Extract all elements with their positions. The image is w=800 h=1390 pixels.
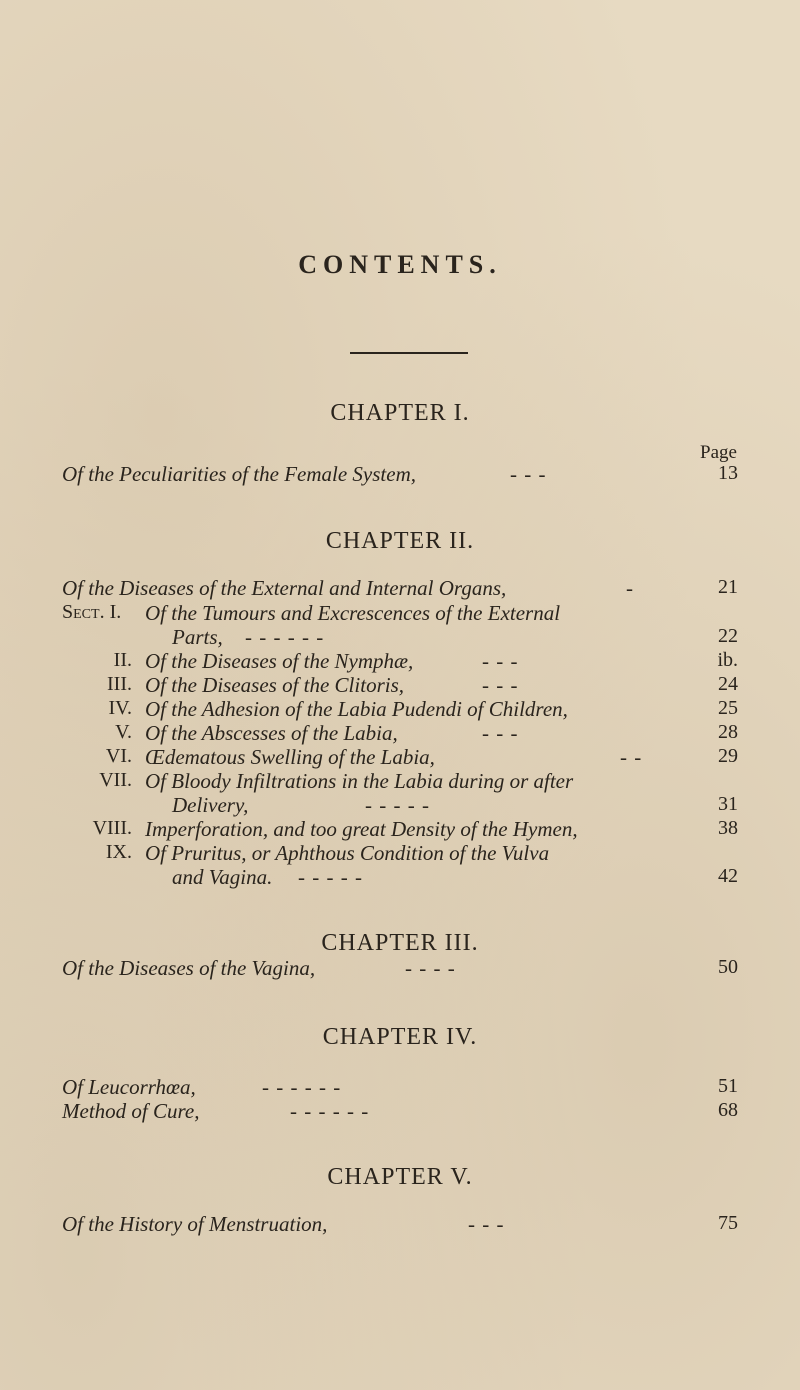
- entry-section: III.: [107, 673, 132, 695]
- toc-entry: [0, 793, 800, 819]
- entry-page: 31: [718, 793, 738, 815]
- toc-entry: [0, 769, 800, 795]
- entry-leader: - - - - - -: [262, 1075, 342, 1099]
- entry-text: Delivery,: [172, 793, 249, 817]
- toc-entry: [0, 649, 800, 675]
- entry-leader: - - -: [468, 1212, 505, 1236]
- chapter-title: CHAPTER III.: [321, 930, 479, 956]
- entry-text: Of Pruritus, or Aphthous Condition of the Vulva: [145, 841, 550, 865]
- chapter-title: CHAPTER I.: [330, 400, 470, 426]
- entry-text: Of the Diseases of the External and Internal Organs,: [62, 576, 507, 600]
- toc-entry: [0, 576, 800, 602]
- toc-entry: [0, 462, 800, 488]
- entry-page: 25: [718, 697, 738, 719]
- entry-page: 24: [718, 673, 738, 695]
- toc-entry: [0, 625, 800, 651]
- entry-text: Of the Tumours and Excrescences of the External: [145, 601, 561, 625]
- entry-page: 29: [718, 745, 738, 767]
- entry-text: Of the Abscesses of the Labia,: [145, 721, 398, 745]
- entry-text: Of the Peculiarities of the Female System,: [62, 462, 416, 486]
- entry-leader: - - - - -: [298, 865, 363, 889]
- toc-entry: [0, 745, 800, 771]
- toc-entry: [0, 1212, 800, 1238]
- entry-section: VII.: [99, 769, 132, 791]
- entry-page: 38: [718, 817, 738, 839]
- entry-leader: - - - -: [405, 956, 456, 980]
- entry-section: IX.: [105, 841, 132, 863]
- chapter-title: CHAPTER IV.: [322, 1024, 478, 1050]
- toc-entry: [0, 721, 800, 747]
- entry-section: VIII.: [92, 817, 132, 839]
- entry-page: 50: [718, 956, 738, 978]
- entry-text: Method of Cure,: [62, 1099, 200, 1123]
- entry-text: Parts,: [172, 625, 223, 649]
- toc-entry: [0, 865, 800, 891]
- entry-text: Of Bloody Infiltrations in the Labia during or after: [145, 769, 574, 793]
- entry-page: 42: [718, 865, 738, 887]
- contents-heading: CONTENTS.: [298, 250, 502, 279]
- entry-text: Of the Adhesion of the Labia Pudendi of Children,: [145, 697, 568, 721]
- entry-text: Of Leucorrhœa,: [62, 1075, 196, 1099]
- entry-text: Of the Diseases of the Clitoris,: [145, 673, 404, 697]
- chapter-title: CHAPTER V.: [327, 1164, 473, 1190]
- entry-page: 22: [718, 625, 738, 647]
- chapter-title: CHAPTER II.: [325, 528, 475, 554]
- entry-page: 51: [718, 1075, 738, 1097]
- toc-entry: [0, 956, 800, 982]
- entry-text: Imperforation, and too great Density of the Hymen,: [145, 817, 578, 841]
- entry-leader: - - -: [482, 673, 519, 697]
- entry-page: 28: [718, 721, 738, 743]
- entry-leader: - -: [620, 745, 643, 769]
- toc-entry: [0, 817, 800, 843]
- entry-page: 13: [718, 462, 738, 484]
- entry-leader: - - - - -: [365, 793, 430, 817]
- entry-text: and Vagina.: [172, 865, 273, 889]
- entry-section: II.: [113, 649, 132, 671]
- entry-leader: - - -: [510, 462, 547, 486]
- entry-text: Œdematous Swelling of the Labia,: [145, 745, 435, 769]
- entry-page: ib.: [717, 649, 738, 671]
- toc-entry: [0, 841, 800, 867]
- toc-entry: [0, 697, 800, 723]
- entry-section: IV.: [108, 697, 132, 719]
- entry-text: Of the Diseases of the Nymphæ,: [145, 649, 414, 673]
- toc-entry: [0, 1075, 800, 1101]
- entry-text: Of the Diseases of the Vagina,: [62, 956, 316, 980]
- entry-leader: -: [626, 576, 634, 600]
- page-column-label: Page: [700, 442, 737, 463]
- entry-leader: - - -: [482, 649, 519, 673]
- entry-page: 21: [718, 576, 738, 598]
- entry-section: V.: [115, 721, 132, 743]
- entry-leader: - - - - - -: [245, 625, 325, 649]
- entry-text: Of the History of Menstruation,: [62, 1212, 328, 1236]
- toc-entry: [0, 601, 800, 627]
- toc-entry: [0, 1099, 800, 1125]
- entry-section: VI.: [105, 745, 132, 767]
- entry-page: 75: [718, 1212, 738, 1234]
- entry-page: 68: [718, 1099, 738, 1121]
- entry-leader: - - -: [482, 721, 519, 745]
- toc-entry: [0, 673, 800, 699]
- entry-leader: - - - - - -: [290, 1099, 370, 1123]
- entry-section: Sect. I.: [62, 601, 122, 623]
- heading-rule: [350, 352, 468, 354]
